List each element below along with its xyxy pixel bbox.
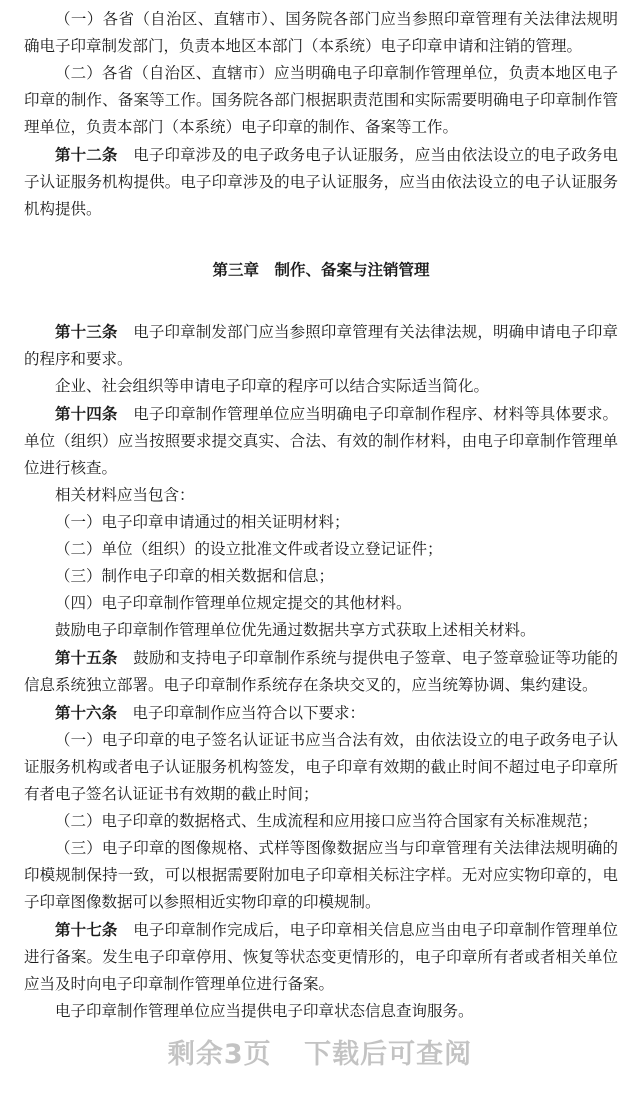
article-number: 第十五条 (55, 648, 118, 667)
article-number: 第十三条 (55, 322, 118, 341)
paragraph-text: 电子印章制作应当符合以下要求： (117, 704, 366, 722)
paragraph (24, 808, 618, 835)
article-number: 第十七条 (55, 920, 118, 939)
paragraph-text: 鼓励和支持电子印章制作系统与提供电子签章、电子签章验证等功能的信息系统独立部署。电子印章制作系统存在条块交叉的，应当统筹协调、集约建设。 (24, 649, 618, 694)
paragraph-text: 相关材料应当包含： (55, 486, 195, 504)
paragraph-text: （四）电子印章制作管理单位规定提交的其他材料。 (55, 594, 412, 612)
paragraph-text: 鼓励电子印章制作管理单位优先通过数据共享方式获取上述相关材料。 (55, 621, 536, 639)
paragraph (24, 400, 618, 482)
paragraph-text: （一）电子印章的电子签名认证证书应当合法有效，由依法设立的电子政务电子认证服务机构或者电子认证服务机构签发，电子印章有效期的截止时间不超过电子印章所有者电子签名认证证书有效期的截止时间； (24, 731, 618, 803)
paragraph (24, 6, 618, 60)
paragraph-text: （二）电子印章的数据格式、生成流程和应用接口应当符合国家有关标准规范； (55, 812, 598, 830)
paragraph (24, 141, 618, 223)
paragraph (24, 60, 618, 141)
paragraph-text: 电子印章制作完成后，电子印章相关信息应当由电子印章制作管理单位进行备案。发生电子印章停用、恢复等状态变更情形的，电子印章所有者或者相关单位应当及时向电子印章制作管理单位进行备案。 (24, 921, 618, 993)
paragraph (24, 835, 618, 916)
paragraph (24, 644, 618, 699)
paragraph (24, 727, 618, 808)
paragraph-text: 电子印章制作管理单位应当提供电子印章状态信息查询服务。 (55, 1002, 474, 1020)
paragraph-text: （二）各省（自治区、直辖市）应当明确电子印章制作管理单位，负责本地区电子印章的制作、备案等工作。国务院各部门根据职责范围和实际需要明确电子印章制作管理单位，负责本部门（本系统）电子印章的制作、备案等工作。 (24, 64, 618, 136)
paragraph (24, 373, 618, 400)
paragraph (24, 536, 618, 563)
paragraph-text: （二）单位（组织）的设立批准文件或者设立登记证件； (55, 540, 443, 558)
paragraph-text: （三）电子印章的图像规格、式样等图像数据应当与印章管理有关法律法规明确的印模规制保持一致，可以根据需要附加电子印章相关标注字样。无对应实物印章的，电子印章图像数据可以参照相近实物印章的印模规制。 (24, 839, 618, 911)
download-to-view-label[interactable]: 下载后可查阅 (304, 1039, 473, 1070)
article-number: 第十六条 (55, 703, 118, 722)
article-number: 第十二条 (55, 145, 118, 164)
paragraph-text: （一）各省（自治区、直辖市）、国务院各部门应当参照印章管理有关法律法规明确电子印章制发部门，负责本地区本部门（本系统）电子印章申请和注销的管理。 (24, 10, 618, 55)
paragraph (24, 916, 618, 998)
chapter-heading: 第三章 制作、备案与注销管理 (212, 261, 430, 279)
paragraph (24, 617, 618, 644)
paragraph (24, 482, 618, 509)
download-prompt[interactable] (0, 1032, 640, 1071)
paragraph (24, 590, 618, 617)
paragraph-text: 电子印章制发部门应当参照印章管理有关法律法规，明确申请电子印章的程序和要求。 (24, 323, 618, 368)
paragraph-text: 电子印章涉及的电子政务电子认证服务，应当由依法设立的电子政务电子认证服务机构提供。电子印章涉及的电子认证服务，应当由依法设立的电子认证服务机构提供。 (24, 146, 618, 218)
paragraph (24, 699, 618, 727)
paragraph-text: （一）电子印章申请通过的相关证明材料； (55, 513, 350, 531)
paragraph (24, 509, 618, 536)
paragraph (24, 318, 618, 373)
paragraph-text: 电子印章制作管理单位应当明确电子印章制作程序、材料等具体要求。单位（组织）应当按照要求提交真实、合法、有效的制作材料，由电子印章制作管理单位进行核查。 (24, 405, 618, 477)
paragraph-text: 企业、社会组织等申请电子印章的程序可以结合实际适当简化。 (55, 377, 490, 395)
remaining-pages-label[interactable]: 剩余3页 (167, 1039, 272, 1070)
paragraph-text: （三）制作电子印章的相关数据和信息； (55, 567, 335, 585)
paragraph (24, 563, 618, 590)
paragraph (24, 998, 618, 1025)
document-page (24, 6, 618, 1020)
article-number: 第十四条 (55, 404, 118, 423)
